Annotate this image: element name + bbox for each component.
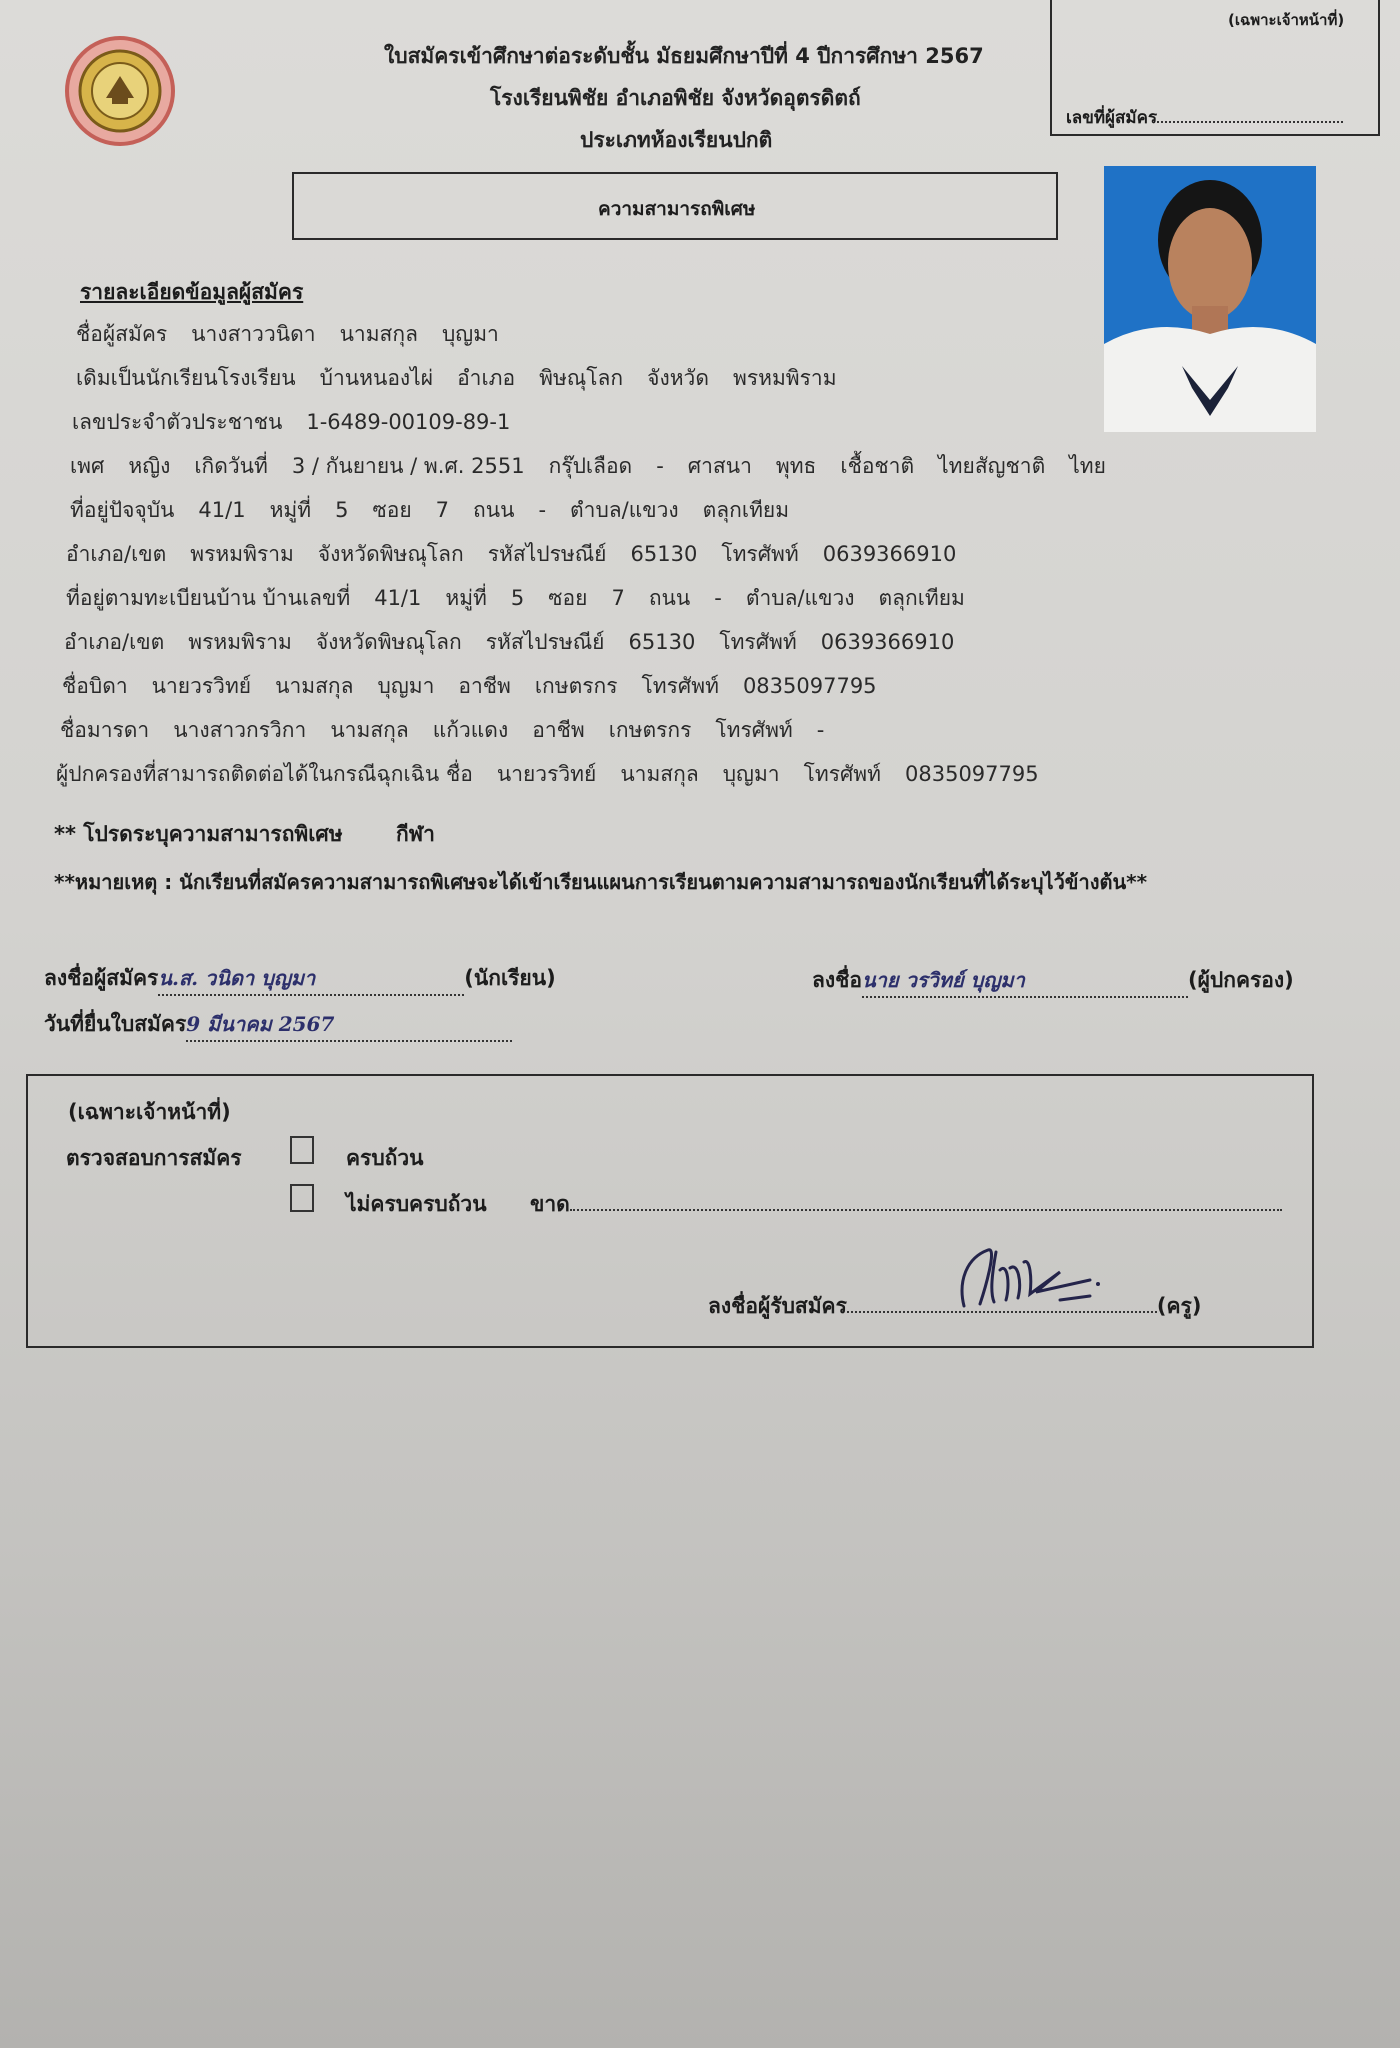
section-title: รายละเอียดข้อมูลผู้สมัคร [80, 280, 304, 304]
field-value: - [816, 718, 825, 742]
detail-row [64, 626, 978, 659]
field-label: ตำบล/แขวง [570, 498, 679, 522]
field-label: 65130 [630, 542, 698, 566]
field-value: บุญมา [377, 674, 435, 698]
field-value: 1-6489-00109-89-1 [306, 410, 511, 434]
applicant-number-field[interactable] [1157, 107, 1343, 123]
field-label: ชื่อบิดา [62, 674, 128, 698]
office-use-label: (เฉพาะเจ้าหน้าที่) [1228, 11, 1345, 29]
field-label: ชื่อมารดา [60, 718, 150, 742]
field-label: โทรศัพท์ [803, 762, 881, 786]
detail-row [66, 582, 989, 615]
field-value: บ้านหนองไผ่ [319, 366, 434, 390]
field-label: โทรศัพท์ [715, 718, 793, 742]
field-value: นายวรวิทย์ [151, 674, 252, 698]
receiver-handwritten-signature [940, 1222, 1110, 1322]
form-title: ใบสมัครเข้าศึกษาต่อระดับชั้น มัธยมศึกษาปีที่ 4 ปีการศึกษา 2567 [384, 44, 984, 68]
field-label: อำเภอ/เขต [64, 630, 165, 654]
field-value: นางสาวกรวิกา [173, 718, 307, 742]
field-label: เกิดวันที่ [194, 454, 268, 478]
field-label: จังหวัดพิษณุโลก [315, 630, 462, 654]
field-value: นายวรวิทย์ [496, 762, 597, 786]
field-label: อาชีพ [458, 674, 511, 698]
field-value: เกษตรกร [608, 718, 692, 742]
field-label: ถนน [648, 586, 691, 610]
detail-row [60, 714, 848, 747]
field-label: ศาสนา [687, 454, 752, 478]
class-type: ประเภทห้องเรียนปกติ [580, 128, 773, 152]
school-name: โรงเรียนพิชัย อำเภอพิชัย จังหวัดอุตรดิตถ์ [490, 86, 861, 110]
field-value: เกษตรกร [534, 674, 618, 698]
detail-row [76, 362, 861, 395]
detail-row [66, 538, 980, 571]
application-date-field[interactable]: 9 มีนาคม 2567 [186, 1008, 512, 1042]
field-value: พิษณุโลก [539, 366, 624, 390]
field-value: 3 / กันยายน / พ.ศ. 2551 [291, 454, 525, 478]
receiver-signature-label: ลงชื่อผู้รับสมัคร [708, 1294, 847, 1318]
detail-row [70, 450, 1130, 483]
guardian-signature-field[interactable]: นาย วรวิทย์ บุญมา [862, 964, 1188, 998]
field-label: นามสกุล [620, 762, 699, 786]
field-value: โทรศัพท์ [719, 630, 797, 654]
detail-row [70, 494, 813, 527]
field-label: เพศ [70, 454, 105, 478]
field-label: นามสกุล [339, 322, 418, 346]
field-value: 0835097795 [742, 674, 877, 698]
receiver-signature-suffix: (ครู) [1156, 1294, 1202, 1318]
field-value: 7 [611, 586, 625, 610]
missing-label: ขาด [530, 1192, 570, 1216]
field-label: ที่อยู่ปัจจุบัน [70, 498, 175, 522]
field-value: แก้วแดง [432, 718, 509, 742]
field-value: 0835097795 [905, 762, 1039, 786]
field-label: ชื่อผู้สมัคร [76, 322, 168, 346]
complete-option-label: ครบถ้วน [346, 1146, 424, 1170]
guardian-signature-row [812, 964, 1294, 998]
incomplete-option-label: ไม่ครบครบถ้วน [346, 1192, 487, 1216]
field-label: จังหวัด [647, 366, 709, 390]
field-label: เลขประจำตัวประชาชน [72, 410, 283, 434]
field-label: ซอย [372, 498, 412, 522]
application-date-row [44, 1008, 512, 1042]
field-value: หญิง [128, 454, 171, 478]
special-ability-label: ** โปรดระบุความสามารถพิเศษ [54, 822, 343, 846]
field-label: อำเภอ/เขต [66, 542, 167, 566]
applicant-photo [1104, 166, 1316, 432]
field-label: หมู่ที่ [269, 498, 312, 522]
missing-row [530, 1188, 1282, 1221]
field-label: หมู่ที่ [445, 586, 487, 610]
field-label: ที่อยู่ตามทะเบียนบ้าน บ้านเลขที่ [66, 586, 351, 610]
field-value: - [538, 498, 547, 522]
field-value: พรหมพิราม [190, 542, 294, 566]
field-value: - [656, 454, 664, 478]
field-value: ตลุกเทียม [878, 586, 965, 610]
field-value: พุทธ [775, 454, 817, 478]
field-value: โทรศัพท์ [721, 542, 799, 566]
field-label: ซอย [548, 586, 588, 610]
applicant-number-text: เลขที่ผู้สมัคร [1066, 108, 1158, 128]
staff-section-title: (เฉพาะเจ้าหน้าที่) [68, 1100, 231, 1124]
field-value: 41/1 [198, 498, 246, 522]
field-value: ตลุกเทียม [702, 498, 790, 522]
field-value: บุญมา [722, 762, 780, 786]
field-value: รหัสไปรษณีย์ [487, 542, 607, 566]
school-emblem [60, 36, 180, 146]
missing-field[interactable] [570, 1191, 1282, 1211]
field-label: ไทย [1069, 454, 1106, 478]
field-label: กรุ๊ปเลือด [548, 454, 633, 478]
field-value: 5 [335, 498, 349, 522]
field-label: ตำบล/แขวง [745, 586, 855, 610]
remark-note: **หมายเหตุ : นักเรียนที่สมัครความสามารถพิเศษจะได้เข้าเรียนแผนการเรียนตามความสามารถของนักเรียนที่ได้ระบุไว้ข้างต้น** [54, 870, 1148, 894]
detail-row [72, 406, 534, 439]
applicant-signature-label: ลงชื่อผู้สมัคร [44, 966, 159, 990]
field-value: พรหมพิราม [188, 630, 292, 654]
field-label: 0639366910 [820, 630, 955, 654]
field-value: ไทยสัญชาติ [938, 454, 1046, 478]
detail-row [62, 670, 901, 703]
field-label: เดิมเป็นนักเรียนโรงเรียน [76, 366, 296, 390]
field-value: 41/1 [374, 586, 422, 610]
applicant-signature-field[interactable]: น.ส. วนิดา บุญมา [158, 962, 464, 996]
field-value: พรหมพิราม [732, 366, 837, 390]
field-value: 5 [510, 586, 525, 610]
field-value: รหัสไปรษณีย์ [485, 630, 605, 654]
applicant-signature-row [44, 962, 556, 996]
special-ability-value: กีฬา [396, 822, 435, 846]
category-label: ความสามารถพิเศษ [598, 198, 756, 220]
guardian-signature-label: ลงชื่อ [812, 968, 862, 992]
application-check-label: ตรวจสอบการสมัคร [66, 1146, 242, 1170]
field-label: อาชีพ [532, 718, 585, 742]
detail-row [76, 318, 523, 351]
field-value: - [714, 586, 722, 610]
field-value: นางสาววนิดา [191, 322, 316, 346]
field-label: โทรศัพท์ [641, 674, 719, 698]
field-value: บุญมา [441, 322, 499, 346]
field-value: 7 [435, 498, 450, 522]
field-label: ถนน [473, 498, 515, 522]
application-date-label: วันที่ยื่นใบสมัคร [44, 1012, 187, 1036]
field-label: 65130 [628, 630, 696, 654]
field-label: นามสกุล [330, 718, 409, 742]
field-label: ผู้ปกครองที่สามารถติดต่อได้ในกรณีฉุกเฉิน ชื่อ [56, 762, 473, 786]
incomplete-checkbox[interactable] [290, 1184, 314, 1212]
guardian-signature-suffix: (ผู้ปกครอง) [1188, 968, 1294, 992]
detail-row [56, 758, 1063, 791]
complete-checkbox[interactable] [290, 1136, 314, 1164]
field-label: เชื้อชาติ [840, 454, 915, 478]
applicant-number-label [1066, 104, 1343, 131]
field-label: จังหวัดพิษณุโลก [317, 542, 464, 566]
field-label: อำเภอ [457, 366, 516, 390]
field-label: นามสกุล [275, 674, 354, 698]
field-label: 0639366910 [822, 542, 957, 566]
applicant-signature-suffix: (นักเรียน) [464, 966, 556, 990]
